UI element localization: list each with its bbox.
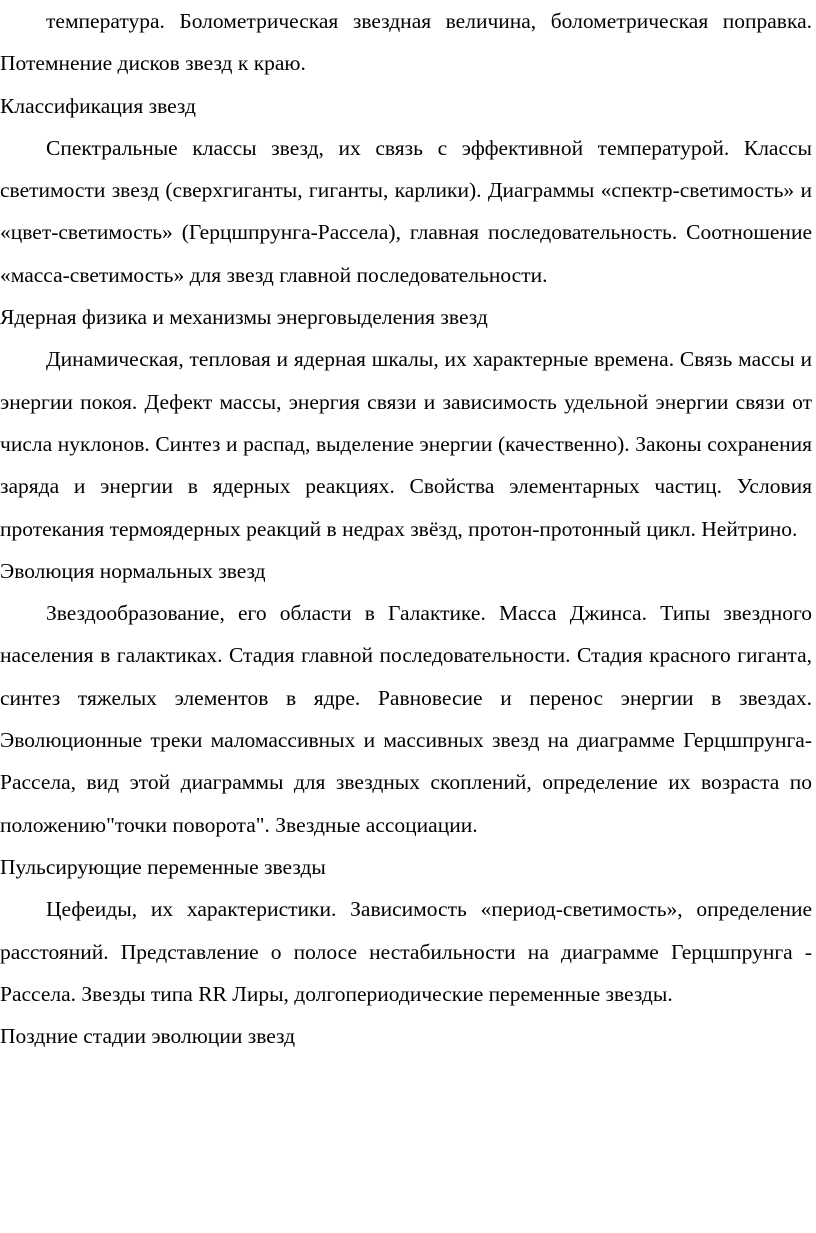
heading-nuclear-physics: Ядерная физика и механизмы энерговыделения звезд [0, 305, 488, 330]
paragraph-nuclear-timescales: Динамическая, тепловая и ядерная шкалы, их характерные времена. Связь массы и энергии покоя. Дефект массы, энергия связи и зависимость удельной энергии связи от числа нуклонов. Синтез и распад, выделение энергии (качественно). Законы сохранения заряда и энергии в ядерных реакциях. Свойства элементарных частиц. Условия протекания термоядерных реакций в недрах звёзд, протон-протонный цикл. Нейтрино. [0, 347, 812, 541]
heading-star-classification: Классификация звезд [0, 93, 196, 118]
paragraph-star-formation: Звездообразование, его области в Галактике. Масса Джинса. Типы звездного населения в галактиках. Стадия главной последовательности. Стадия красного гиганта, синтез тяжелых элементов в ядре. Равновесие и перенос энергии в звездах. Эволюционные треки маломассивных и массивных звезд на диаграмме Герцшпрунга-Рассела, вид этой диаграммы для звездных скоплений, определение их возраста по положению"точки поворота". Звездные ассоциации. [0, 601, 812, 837]
heading-pulsating-variables: Пульсирующие переменные звезды [0, 854, 326, 879]
paragraph-cepheids: Цефеиды, их характеристики. Зависимость «период-светимость», определение расстояний. Представление о полосе нестабильности на диаграмме Герцшпрунга - Рассела. Звезды типа RR Лиры, долгопериодические переменные звезды. [0, 897, 812, 1006]
paragraph-photometry-continuation: температура. Болометрическая звездная величина, болометрическая поправка. Потемнение дисков звезд к краю. [0, 9, 812, 76]
heading-late-evolution-stages: Поздние стадии эволюции звезд [0, 1024, 296, 1049]
paragraph-spectral-classes: Спектральные классы звезд, их связь с эффективной температурой. Классы светимости звезд (сверхгиганты, гиганты, карлики). Диаграммы «спектр-светимость» и «цвет-светимость» (Герцшпрунга-Рассела), главная последовательность. Соотношение «масса-светимость» для звезд главной последовательности. [0, 135, 812, 287]
heading-normal-star-evolution: Эволюция нормальных звезд [0, 558, 266, 583]
